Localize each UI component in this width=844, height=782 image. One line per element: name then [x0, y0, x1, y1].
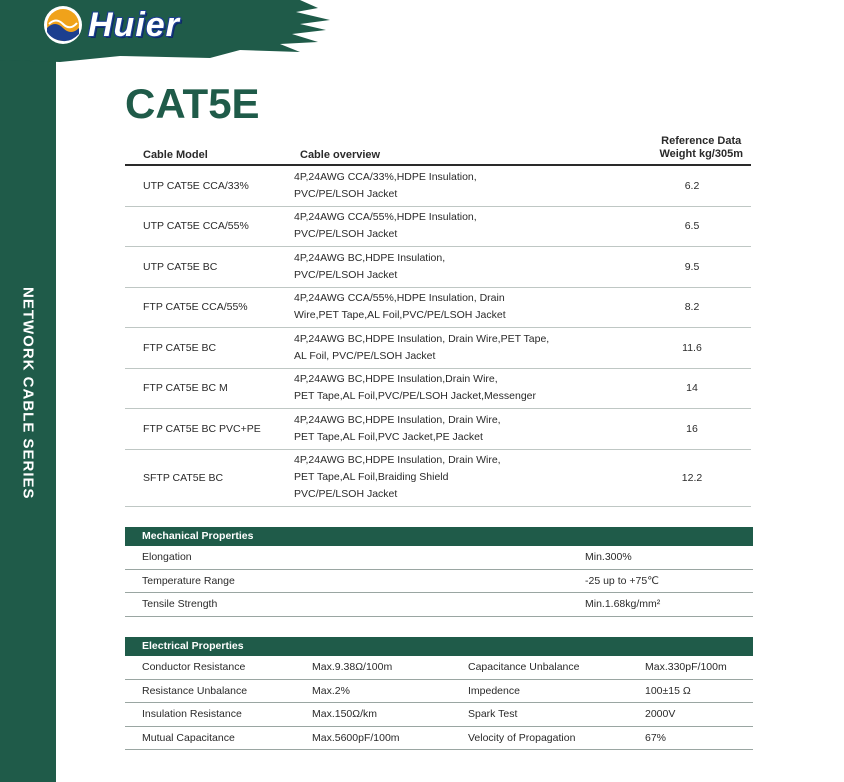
electrical-properties-table — [125, 637, 753, 750]
property-label: Insulation Resistance — [142, 708, 242, 720]
cable-overview-cell: 4P,24AWG CCA/33%,HDPE Insulation, PVC/PE/LSOH Jacket — [294, 170, 477, 200]
cable-overview-cell: 4P,24AWG BC,HDPE Insulation, Drain Wire,PET Tape, AL Foil, PVC/PE/LSOH Jacket — [294, 332, 550, 362]
property-value: Min.1.68kg/mm² — [585, 598, 661, 610]
series-label-container — [0, 0, 56, 782]
mechanical-row — [125, 570, 753, 594]
property-label: Elongation — [142, 551, 192, 563]
property-value: Max.2% — [312, 684, 350, 697]
cable-model-cell: SFTP CAT5E BC — [143, 471, 224, 484]
property-label: Temperature Range — [142, 574, 235, 587]
weight-cell: 6.2 — [684, 179, 700, 192]
weight-cell: 16 — [686, 422, 698, 435]
product-row — [125, 207, 751, 248]
mechanical-row — [125, 546, 753, 570]
electrical-properties-heading: Electrical Properties — [125, 637, 753, 656]
weight-cell: 12.2 — [681, 471, 703, 484]
property-label: Capacitance Unbalance — [468, 661, 580, 673]
cable-model-cell: FTP CAT5E BC PVC+PE — [143, 422, 261, 435]
property-value: Max.150Ω/km — [312, 708, 378, 720]
property-value: -25 up to +75℃ — [585, 574, 659, 587]
property-value: Min.300% — [585, 551, 632, 563]
product-table — [125, 132, 751, 507]
cable-model-cell: FTP CAT5E CCA/55% — [143, 301, 248, 314]
page-title: CAT5E — [125, 80, 260, 127]
property-label: Velocity of Propagation — [468, 731, 576, 744]
header-reference-weight — [659, 135, 743, 161]
electrical-row — [125, 727, 753, 751]
mechanical-properties-heading: Mechanical Properties — [125, 527, 753, 546]
weight-cell: 8.2 — [684, 301, 700, 314]
mechanical-properties-table — [125, 527, 753, 617]
property-value: Max.330pF/100m — [645, 661, 727, 673]
series-label: NETWORK CABLE SERIES — [19, 286, 37, 500]
property-value: 2000V — [645, 708, 676, 720]
property-value: 100±15 Ω — [645, 684, 691, 697]
product-row — [125, 288, 751, 329]
cable-model-cell: UTP CAT5E BC — [143, 260, 218, 273]
property-label: Resistance Unbalance — [142, 684, 248, 697]
mechanical-row — [125, 593, 753, 617]
property-value: Max.9.38Ω/100m — [312, 661, 393, 673]
property-label: Mutual Capacitance — [142, 731, 235, 744]
cable-model-cell: UTP CAT5E CCA/33% — [143, 179, 249, 192]
cable-model-cell: FTP CAT5E BC — [143, 341, 217, 354]
header-weight-line2: Weight kg/305m — [659, 148, 743, 160]
cable-overview-cell: 4P,24AWG BC,HDPE Insulation, Drain Wire, PET Tape,AL Foil,Braiding Shield PVC/PE/LSOH Jacket — [294, 454, 501, 500]
cable-model-cell: FTP CAT5E BC M — [143, 382, 228, 395]
product-table-header — [125, 132, 751, 166]
brand-logo-text: Huier — [88, 6, 180, 44]
cable-overview-cell: 4P,24AWG BC,HDPE Insulation, Drain Wire, PET Tape,AL Foil,PVC Jacket,PE Jacket — [294, 413, 501, 443]
sun-wave-logo-icon — [42, 4, 84, 46]
property-label: Tensile Strength — [142, 598, 218, 610]
electrical-row — [125, 680, 753, 704]
weight-cell: 9.5 — [684, 260, 700, 273]
property-value: Max.5600pF/100m — [312, 731, 400, 744]
cable-overview-cell: 4P,24AWG BC,HDPE Insulation, PVC/PE/LSOH Jacket — [294, 251, 446, 281]
property-label: Impedence — [468, 684, 520, 697]
weight-cell: 6.5 — [684, 220, 700, 233]
cable-model-cell: UTP CAT5E CCA/55% — [143, 220, 249, 233]
cable-overview-cell: 4P,24AWG BC,HDPE Insulation,Drain Wire, PET Tape,AL Foil,PVC/PE/LSOH Jacket,Messenger — [294, 373, 536, 403]
product-row — [125, 450, 751, 507]
header-cable-overview: Cable overview — [300, 149, 381, 161]
header-weight-line1: Reference Data — [661, 135, 742, 147]
weight-cell: 14 — [686, 382, 698, 395]
product-row — [125, 328, 751, 369]
cable-overview-cell: 4P,24AWG CCA/55%,HDPE Insulation, PVC/PE/LSOH Jacket — [294, 211, 477, 241]
product-row — [125, 166, 751, 207]
product-row — [125, 369, 751, 410]
product-row — [125, 247, 751, 288]
property-label: Conductor Resistance — [142, 661, 246, 673]
product-row — [125, 409, 751, 450]
property-value: 67% — [645, 731, 667, 744]
weight-cell: 11.6 — [682, 341, 702, 354]
electrical-row — [125, 703, 753, 727]
property-label: Spark Test — [468, 708, 518, 720]
cable-overview-cell: 4P,24AWG CCA/55%,HDPE Insulation, Drain Wire,PET Tape,AL Foil,PVC/PE/LSOH Jacket — [294, 292, 506, 322]
electrical-row — [125, 656, 753, 680]
header-cable-model: Cable Model — [143, 149, 208, 161]
